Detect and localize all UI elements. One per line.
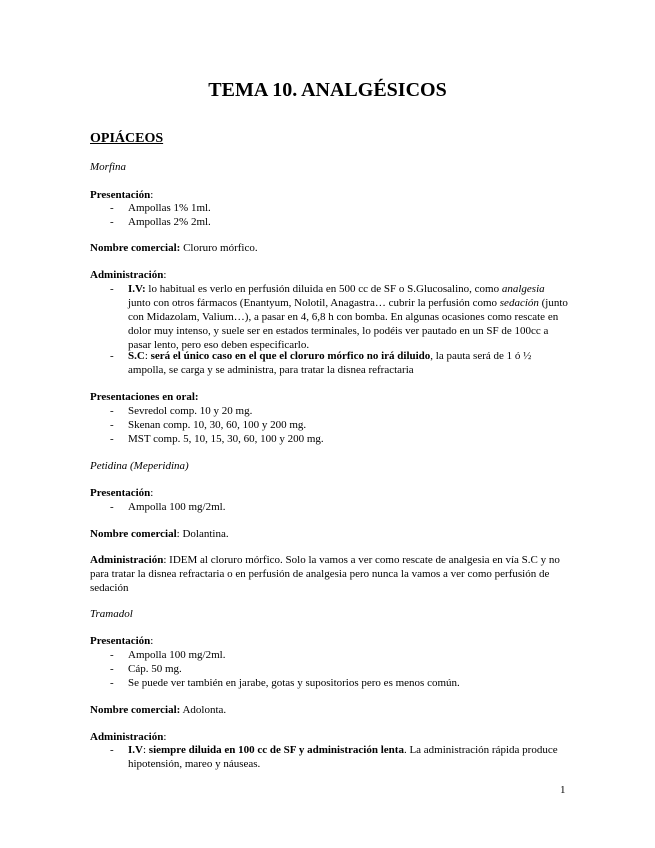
administracion-paragraph: Administración: IDEM al cloruro mórfico. Solo la vamos a ver como rescate de analgesia en vía S.C y no para tratar la disnea refractaria o en perfusión de analgesia pero nunca la vamos a ver como perfusión de sedación: [90, 554, 560, 594]
page-number: 1: [560, 784, 566, 796]
nombre-comercial: Nombre comercial: Dolantina.: [90, 528, 229, 540]
administracion-heading: Administración:: [90, 731, 167, 743]
section-heading: OPIÁCEOS: [90, 131, 164, 146]
administracion-heading: Administración:: [90, 269, 167, 281]
presentacion-heading: Presentación:: [90, 487, 154, 499]
nombre-comercial: Nombre comercial: Adolonta.: [90, 704, 227, 716]
oral-heading: Presentaciones en oral:: [90, 391, 199, 403]
page-title: TEMA 10. ANALGÉSICOS: [208, 79, 447, 101]
presentacion-heading: Presentación:: [90, 635, 154, 647]
nombre-comercial: Nombre comercial: Cloruro mórfico.: [90, 242, 258, 254]
drug-name-morfina: Morfina: [90, 161, 127, 173]
drug-name-petidina: Petidina (Meperidina): [90, 460, 189, 472]
document-page: TEMA 10. ANALGÉSICOS OPIÁCEOS Morfina Presentación: - Ampollas 1% 1ml. - Ampollas 2% 2ml. Nombre comercial: Cloruro mórfico. Administración: - I.V: lo habitual es verlo en perfusión diluida en 500 cc de SF o S.Glucosalino, como analgesia junto con otros fármacos (Enantyum, Nolotil, Anagastra… cubrir la perfusión como sedación (junto con Midazolam, Valium…), a pasar en 4, 6,8 h con bomba. En algunas ocasiones como rescate en dolor muy intenso, y suele ser en estados terminales, lo podéis ver pautado en un SF de 100cc a pasar lento, pero eso deben especificarlo. - S.C: será el único caso en el que el cloruro mórfico no irá diluido, la pauta será de 1 ó ½ ampolla, se carga y se administra, para tratar la disnea refractaria Presentaciones en oral: - Sevredol comp. 10 y 20 mg. - Skenan comp. 10, 30, 60, 100 y 200 mg. - MST comp. 5, 10, 15, 30, 60, 100 y 200 mg. Petidina (Meperidina) Presentación: - Ampolla 100 mg/2ml. Nombre comercial: Dolantina. Administración: IDEM al cloruro mórfico. Solo la vamos a ver como rescate de analgesia en vía S.C y no para tratar la disnea refractaria o en perfusión de analgesia pero nunca la vamos a ver como perfusión de sedación Tramadol Presentación: - Ampolla 100 mg/2ml. - Cáp. 50 mg. - Se puede ver también en jarabe, gotas y supositorios pero es menos común. Nombre comercial: Adolonta. Administración: - I.V: siempre diluida en 100 cc de SF y administración lenta. La administración rápida produce hipotensión, mareo y náuseas. 1: [0, 0, 655, 848]
presentacion-heading: Presentación:: [90, 189, 154, 201]
drug-name-tramadol: Tramadol: [90, 608, 133, 620]
